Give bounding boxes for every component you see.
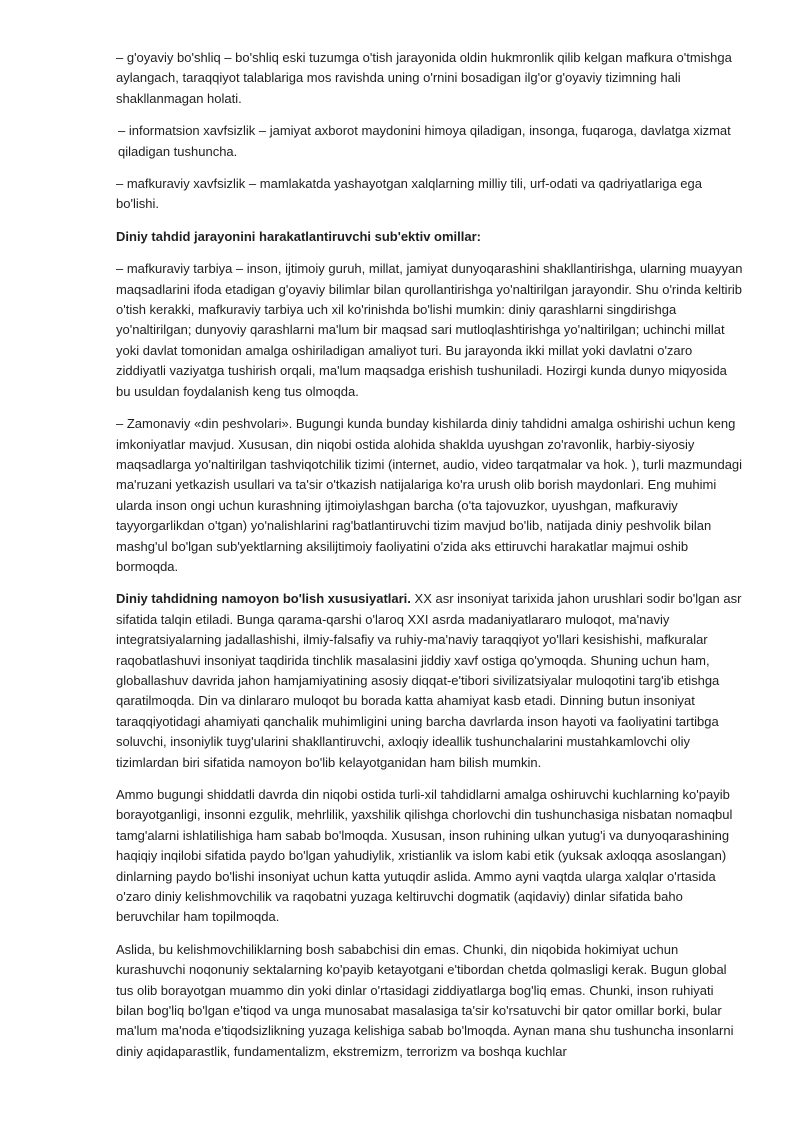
paragraph-ideological-security: – mafkuraviy xavfsizlik – mamlakatda yashayotgan xalqlarning milliy tili, urf-odati va qadriyatlariga ega bo'lishi. [116, 176, 702, 212]
paragraph-information-security: – informatsion xavfsizlik – jamiyat axborot maydonini himoya qiladigan, insonga, fuqaroga, davlatga xizmat qiladigan tushuncha. [118, 123, 731, 159]
paragraph-threat-features [116, 589, 744, 773]
paragraph-ideological-vacuum: – g'oyaviy bo'shliq – bo'shliq eski tuzumga o'tish jarayonida oldin hukmronlik qilib kelgan mafkura o'tmishga aylangach, taraqqiyot talablariga mos ravishda uning o'rnini bosadigan ilg'or g'oyaviy tizimning hali shakllanmagan holati. [116, 50, 732, 106]
paragraph-modern-religious-leaders: – Zamonaviy «din peshvolari». Bugungi kunda bunday kishilarda diniy tahdidni amalga oshirishi uchun keng imkoniyatlar mavjud. Xususan, din niqobi ostida alohida shaklda uyushgan zo'ravonlik, harbiy-siyosiy maqsadlarga yo'naltirilgan tashviqotchilik tizimi (internet, audio, video tarqatmalar va hok. ), turli mazmundagi ma'ruzani yetkazish usullari va ta'sir o'tkazish natijalariga ko'ra urush olib borish maydonlari. Eng muhimi ularda inson ongi uchun kurashning ijtimoiylashgan barcha (o'ta tajovuzkor, uyushgan, mafkuraviy tayyorgarlikdan o'tgan) yo'nalishlarini rag'batlantiruvchi tizim mavjud bo'lib, natijada diniy peshvolik bilan mashg'ul bo'lgan sub'yektlarning aksilijtimoiy faoliyatini o'zida aks ettiruvchi harakatlar majmui oshib bormoqda. [116, 416, 743, 574]
document-page [116, 48, 744, 1074]
paragraph-root-cause: Aslida, bu kelishmovchiliklarning bosh sababchisi din emas. Chunki, din niqobida hokimiyat uchun kurashuvchi noqonuniy sektalarning ko'payib ketayotgani e'tibordan chetda qolmasligi kerak. Bugun global tus olib borayotgan muammo din yoki dinlar o'rtasidagi ziddiyatlarga bog'liq emas. Chunki, inson ruhiyati bilan bog'liq bo'lgan e'tiqod va unga munosabat masalasiga ta'sir ko'rsatuvchi bir qator omillar borki, bular ma'lum ma'noda e'tiqodsizlikning yuzaga kelishiga sabab bo'lmoqda. Aynan mana shu tushuncha insonlarni diniy aqidaparastlik, fundamentalizm, ekstremizm, terrorizm va boshqa kuchlar [116, 941, 734, 1059]
section-heading-subjective-factors: Diniy tahdid jarayonini harakatlantiruvchi sub'ektiv omillar: [116, 228, 482, 244]
paragraph-body-text: XX asr insoniyat tarixida jahon urushlari sodir bo'lgan asr sifatida talqin etiladi. Bunga qarama-qarshi o'laroq XXI asrda madaniyatlararo muloqot, ma'naviy integratsiyalarning jadallashishi, ilmiy-falsafiy va ruhiy-ma'naviy taraqqiyot yo'llari kesishishi, mafkuralar raqobatlashuvi insoniyat taqdirida tinchlik masalasini jiddiy xavf ostiga qo'ymoqda. Shuning uchun ham, globallashuv davrida jahon hamjamiyatining asosiy diqqat-e'tibori sivilizatsiyalar muloqotini targ'ib etishga qaratilmoqda. Din va dinlararo muloqot bu borada katta ahamiyat kasb etadi. Dinning butun insoniyat taraqqiyotidagi ahamiyati qanchalik muhimligini uning barcha davrlarda inson hayoti va faoliyatini tartibga soluvchi, insoniylik tuyg'ularini shakllantiruvchi, axloqiy ideallik tushunchalarini mustahkamlovchi oliy tizimlardan biri sifatida namoyon bo'lib kelayotganidan ham bilish mumkin. [116, 591, 742, 770]
paragraph-ideological-upbringing: – mafkuraviy tarbiya – inson, ijtimoiy guruh, millat, jamiyat dunyoqarashini shakllantirishga, ularning muayyan maqsadlarini ifoda etadigan g'oyaviy bilimlar bilan qurollantirishga yo'naltirilgan jarayondir. Shu o'rinda keltirib o'tish kerakki, mafkuraviy tarbiya uch xil ko'rinishda bo'lishi mumkin: diniy qarashlarni singdirishga yo'naltirilgan; dunyoviy qarashlarni ma'lum bir maqsad sari mutloqlashtirishga yo'naltirilgan; uchinchi millat yoki davlat tomonidan amalga oshiriladigan amaliyot turi. Bu jarayonda ikki millat yoki davlatni o'zaro ziddiyatli vaziyatga tushirish orqali, ma'lum maqsadga erishish tushuniladi. Hozirgi kunda dunyo miqyosida bu usuldan foydalanish keng tus olmoqda. [116, 261, 743, 399]
paragraph-religious-threats-today: Ammo bugungi shiddatli davrda din niqobi ostida turli-xil tahdidlarni amalga oshiruvchi kuchlarning ko'payib borayotganligi, insonni ezgulik, mehrlilik, yaxshilik qilishga chorlovchi din tushunchasiga nisbatan nomaqbul tamg'alarni ishlatilishiga ham sabab bo'lmoqda. Xususan, inson ruhining ulkan yutug'i va dunyoqarashining haqiqiy inqilobi sifatida paydo bo'lgan yahudiylik, xristianlik va islom kabi etik (yuksak axloqqa asoslangan) dinlarning paydo bo'lishi insoniyat uchun katta yutuqdir aslida. Ammo ayni vaqtda ularga xalqlar o'rtasida o'zaro diniy kelishmovchilik va raqobatni yuzaga keltiruvchi dogmatik (aqidaviy) dinlar sifatida baho beruvchilar ham topilmoqda. [116, 787, 733, 925]
paragraph-lead-heading: Diniy tahdidning namoyon bo'lish xususiyatlari. [116, 591, 411, 607]
